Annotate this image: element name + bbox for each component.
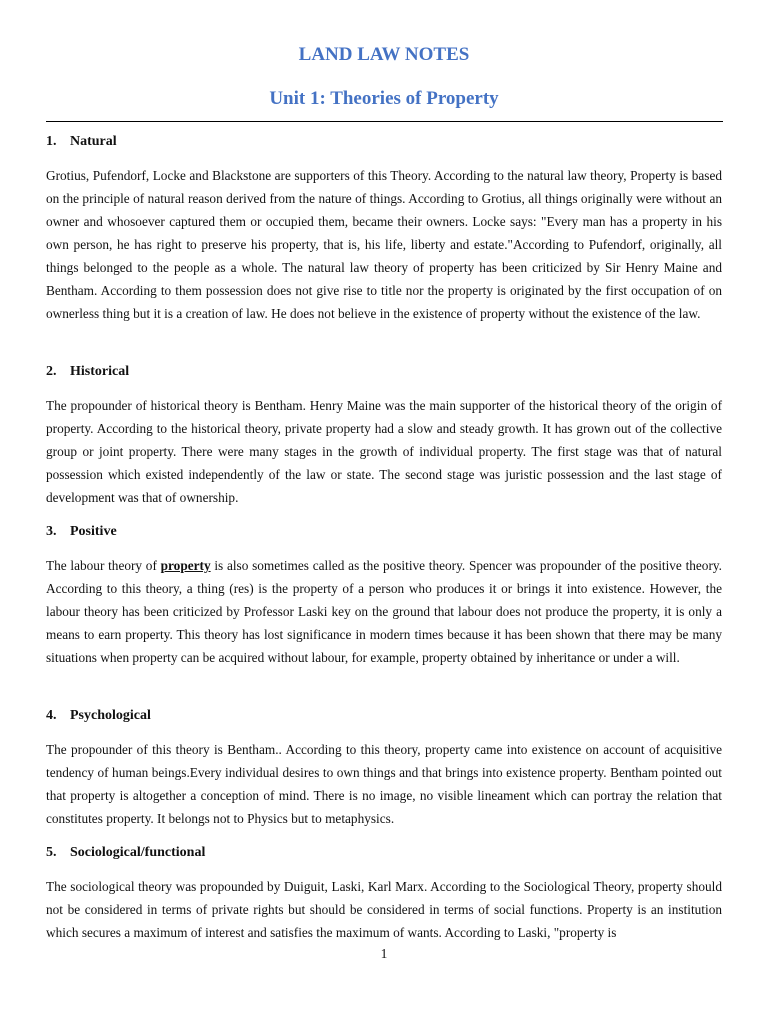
section-number: 4. [46, 708, 57, 723]
section-positive [46, 521, 722, 679]
section-heading [46, 705, 722, 725]
section-sociological [46, 842, 722, 954]
section-number: 5. [46, 845, 57, 860]
paragraph-text: is also sometimes called as the positive theory. Spencer was propounder of the positive theory. According to this theory, a thing (res) is the property of a person who produces it or brings it into existence. However, the labour theory has been criticized by Professor Laski key on the ground that labour does not produce the property, it is only a means to earn property. This theory has lost significance in modern times because it has been shown that there may be many situations when property can be acquired without labour, for example, property obtained by inheritance or under a will. [46, 558, 722, 665]
section-paragraph: The propounder of historical theory is Bentham. Henry Maine was the main supporter of the historical theory of the origin of property. According to the historical theory, private property had a slow and steady growth. It has grown out of the collective group or joint property. There were many stages in the growth of individual property. The first stage was that of natural possession which existed independently of the law or state. The second stage was juristic possession and the last stage of development was that of ownership. [46, 398, 722, 505]
section-title: Psychological [70, 708, 151, 723]
page-number: 1 [380, 946, 388, 961]
unit-title: Unit 1: Theories of Property [269, 88, 499, 109]
section-historical [46, 361, 722, 519]
document-title: LAND LAW NOTES [298, 44, 470, 65]
section-heading [46, 842, 722, 862]
section-number: 1. [46, 134, 57, 149]
section-natural [46, 131, 722, 335]
section-paragraph: The propounder of this theory is Bentham.. According to this theory, property came into existence on account of acquisitive tendency of human beings.Every individual desires to own things and that brings into existence property. Bentham pointed out that property is altogether a conception of mind. There is no image, no visible lineament which can portray the relation that constitutes property. It belongs not to Physics but to metaphysics. [46, 742, 722, 826]
section-paragraph: The sociological theory was propounded by Duiguit, Laski, Karl Marx. According to the Sociological Theory, property should not be considered in terms of private rights but should be considered in terms of social functions. Property is an institution which secures a maximum of interest and satisfies the maximum of wants. According to Laski, "property is [46, 879, 722, 940]
section-number: 2. [46, 364, 57, 379]
property-link[interactable]: property [160, 558, 211, 573]
section-number: 3. [46, 524, 57, 539]
section-psychological [46, 705, 722, 840]
title-divider [46, 121, 723, 122]
section-title: Sociological/functional [70, 845, 206, 860]
section-heading [46, 131, 722, 151]
section-heading [46, 361, 722, 381]
section-heading [46, 521, 722, 541]
section-paragraph: Grotius, Pufendorf, Locke and Blackstone are supporters of this Theory. According to the natural law theory, Property is based on the principle of natural reason derived from the nature of things. According to Grotius, all things originally were without an owner and whosoever captured them or occupied them, became their owners. Locke says: "Every man has a property in his own person, he has right to preserve his property, that is, his life, liberty and estate."According to Pufendorf, originally, all things belonged to the people as a whole. The natural law theory of property has been criticized by Sir Henry Maine and Bentham. According to them possession does not give rise to title nor the property is originated by the first occupation of on ownerless thing but it is a creation of law. He does not believe in the existence of property without the existence of the law. [46, 168, 722, 321]
paragraph-text: The labour theory of [46, 558, 161, 573]
section-title: Natural [70, 134, 117, 149]
section-title: Positive [70, 524, 117, 539]
section-paragraph [46, 554, 722, 669]
section-title: Historical [70, 364, 130, 379]
